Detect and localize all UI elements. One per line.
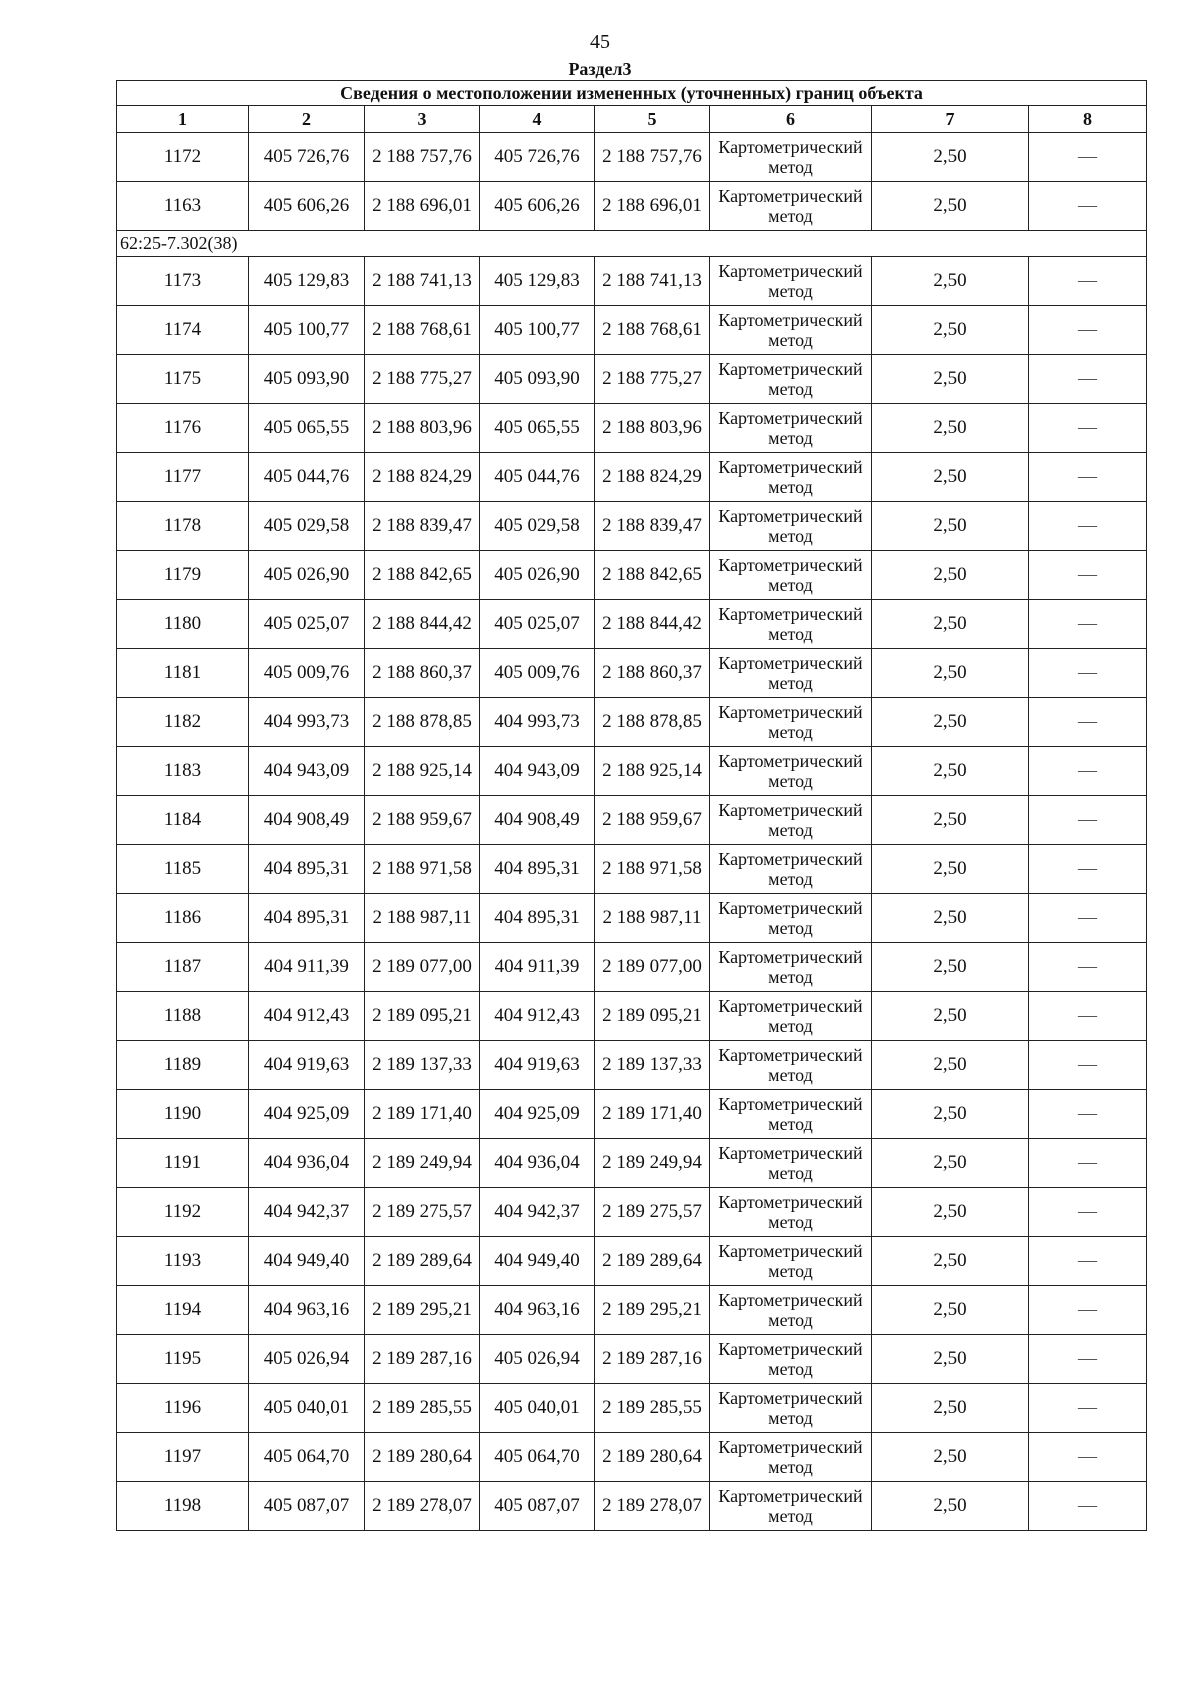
y-new-cell: 2 189 280,64 xyxy=(595,1433,710,1482)
x-old-cell: 404 942,37 xyxy=(249,1188,365,1237)
x-new-cell: 404 943,09 xyxy=(480,747,595,796)
y-new-cell: 2 189 287,16 xyxy=(595,1335,710,1384)
accuracy-cell: 2,50 xyxy=(872,1384,1029,1433)
x-new-cell: 404 908,49 xyxy=(480,796,595,845)
description-cell: — xyxy=(1029,747,1147,796)
y-new-cell: 2 189 275,57 xyxy=(595,1188,710,1237)
y-new-cell: 2 188 839,47 xyxy=(595,502,710,551)
section-title: Раздел3 xyxy=(568,59,632,79)
description-cell: — xyxy=(1029,1139,1147,1188)
method-cell: Картометрический метод xyxy=(710,1286,872,1335)
group-section xyxy=(117,231,1147,257)
table-row xyxy=(117,796,1147,845)
description-cell: — xyxy=(1029,257,1147,306)
description-cell: — xyxy=(1029,845,1147,894)
accuracy-cell: 2,50 xyxy=(872,551,1029,600)
y-old-cell: 2 188 696,01 xyxy=(365,182,480,231)
x-old-cell: 404 912,43 xyxy=(249,992,365,1041)
table-row xyxy=(117,1188,1147,1237)
method-cell: Картометрический метод xyxy=(710,698,872,747)
y-old-cell: 2 189 077,00 xyxy=(365,943,480,992)
description-cell: — xyxy=(1029,502,1147,551)
description-cell: — xyxy=(1029,698,1147,747)
point-number-cell: 1195 xyxy=(117,1335,249,1384)
table-row xyxy=(117,1237,1147,1286)
x-new-cell: 404 993,73 xyxy=(480,698,595,747)
x-new-cell: 405 026,90 xyxy=(480,551,595,600)
description-cell: — xyxy=(1029,133,1147,182)
table-row xyxy=(117,1482,1147,1531)
y-old-cell: 2 188 803,96 xyxy=(365,404,480,453)
method-cell: Картометрический метод xyxy=(710,306,872,355)
description-cell: — xyxy=(1029,355,1147,404)
table-row xyxy=(117,257,1147,306)
column-header: 1 xyxy=(117,106,249,133)
x-new-cell: 404 911,39 xyxy=(480,943,595,992)
x-old-cell: 405 093,90 xyxy=(249,355,365,404)
x-old-cell: 405 064,70 xyxy=(249,1433,365,1482)
accuracy-cell: 2,50 xyxy=(872,133,1029,182)
y-new-cell: 2 188 987,11 xyxy=(595,894,710,943)
y-new-cell: 2 189 095,21 xyxy=(595,992,710,1041)
x-old-cell: 404 963,16 xyxy=(249,1286,365,1335)
method-cell: Картометрический метод xyxy=(710,1237,872,1286)
x-new-cell: 405 726,76 xyxy=(480,133,595,182)
point-number-cell: 1163 xyxy=(117,182,249,231)
x-new-cell: 405 029,58 xyxy=(480,502,595,551)
y-old-cell: 2 189 280,64 xyxy=(365,1433,480,1482)
method-cell: Картометрический метод xyxy=(710,453,872,502)
method-cell: Картометрический метод xyxy=(710,1384,872,1433)
accuracy-cell: 2,50 xyxy=(872,649,1029,698)
y-old-cell: 2 189 278,07 xyxy=(365,1482,480,1531)
x-new-cell: 404 895,31 xyxy=(480,845,595,894)
column-header: 4 xyxy=(480,106,595,133)
table-row xyxy=(117,1041,1147,1090)
y-old-cell: 2 188 741,13 xyxy=(365,257,480,306)
accuracy-cell: 2,50 xyxy=(872,1482,1029,1531)
accuracy-cell: 2,50 xyxy=(872,404,1029,453)
description-cell: — xyxy=(1029,1384,1147,1433)
accuracy-cell: 2,50 xyxy=(872,453,1029,502)
method-cell: Картометрический метод xyxy=(710,894,872,943)
point-number-cell: 1197 xyxy=(117,1433,249,1482)
column-header: 5 xyxy=(595,106,710,133)
table-row xyxy=(117,747,1147,796)
table-row xyxy=(117,502,1147,551)
column-header: 7 xyxy=(872,106,1029,133)
table-row xyxy=(117,698,1147,747)
x-old-cell: 405 009,76 xyxy=(249,649,365,698)
table-row xyxy=(117,355,1147,404)
accuracy-cell: 2,50 xyxy=(872,600,1029,649)
point-number-cell: 1174 xyxy=(117,306,249,355)
x-old-cell: 404 943,09 xyxy=(249,747,365,796)
y-new-cell: 2 189 171,40 xyxy=(595,1090,710,1139)
table-row xyxy=(117,182,1147,231)
x-old-cell: 404 895,31 xyxy=(249,894,365,943)
y-new-cell: 2 189 295,21 xyxy=(595,1286,710,1335)
method-cell: Картометрический метод xyxy=(710,404,872,453)
table-row xyxy=(117,1139,1147,1188)
method-cell: Картометрический метод xyxy=(710,257,872,306)
method-cell: Картометрический метод xyxy=(710,796,872,845)
column-header: 3 xyxy=(365,106,480,133)
y-old-cell: 2 189 285,55 xyxy=(365,1384,480,1433)
accuracy-cell: 2,50 xyxy=(872,257,1029,306)
method-cell: Картометрический метод xyxy=(710,600,872,649)
description-cell: — xyxy=(1029,943,1147,992)
table-row xyxy=(117,845,1147,894)
y-new-cell: 2 189 137,33 xyxy=(595,1041,710,1090)
method-cell: Картометрический метод xyxy=(710,1090,872,1139)
y-new-cell: 2 188 844,42 xyxy=(595,600,710,649)
x-new-cell: 404 936,04 xyxy=(480,1139,595,1188)
y-new-cell: 2 189 278,07 xyxy=(595,1482,710,1531)
x-new-cell: 405 044,76 xyxy=(480,453,595,502)
y-old-cell: 2 188 925,14 xyxy=(365,747,480,796)
table-row xyxy=(117,1090,1147,1139)
x-old-cell: 405 087,07 xyxy=(249,1482,365,1531)
x-old-cell: 404 949,40 xyxy=(249,1237,365,1286)
point-number-cell: 1178 xyxy=(117,502,249,551)
table-row xyxy=(117,551,1147,600)
accuracy-cell: 2,50 xyxy=(872,355,1029,404)
x-new-cell: 405 093,90 xyxy=(480,355,595,404)
x-old-cell: 405 025,07 xyxy=(249,600,365,649)
x-new-cell: 405 040,01 xyxy=(480,1384,595,1433)
method-cell: Картометрический метод xyxy=(710,747,872,796)
description-cell: — xyxy=(1029,182,1147,231)
description-cell: — xyxy=(1029,1090,1147,1139)
accuracy-cell: 2,50 xyxy=(872,1041,1029,1090)
accuracy-cell: 2,50 xyxy=(872,1139,1029,1188)
table-row xyxy=(117,306,1147,355)
accuracy-cell: 2,50 xyxy=(872,1188,1029,1237)
description-cell: — xyxy=(1029,1482,1147,1531)
y-old-cell: 2 188 757,76 xyxy=(365,133,480,182)
x-new-cell: 404 949,40 xyxy=(480,1237,595,1286)
accuracy-cell: 2,50 xyxy=(872,1433,1029,1482)
y-old-cell: 2 188 844,42 xyxy=(365,600,480,649)
method-cell: Картометрический метод xyxy=(710,943,872,992)
description-cell: — xyxy=(1029,551,1147,600)
y-old-cell: 2 188 878,85 xyxy=(365,698,480,747)
table-row xyxy=(117,1384,1147,1433)
y-old-cell: 2 189 275,57 xyxy=(365,1188,480,1237)
point-number-cell: 1190 xyxy=(117,1090,249,1139)
x-old-cell: 404 925,09 xyxy=(249,1090,365,1139)
x-new-cell: 405 026,94 xyxy=(480,1335,595,1384)
description-cell: — xyxy=(1029,1286,1147,1335)
point-number-cell: 1187 xyxy=(117,943,249,992)
table-caption-row xyxy=(117,81,1147,106)
x-new-cell: 405 087,07 xyxy=(480,1482,595,1531)
table-row xyxy=(117,992,1147,1041)
y-old-cell: 2 188 971,58 xyxy=(365,845,480,894)
x-old-cell: 404 911,39 xyxy=(249,943,365,992)
column-header: 6 xyxy=(710,106,872,133)
x-new-cell: 405 025,07 xyxy=(480,600,595,649)
point-number-cell: 1198 xyxy=(117,1482,249,1531)
x-old-cell: 405 065,55 xyxy=(249,404,365,453)
table-row xyxy=(117,404,1147,453)
x-new-cell: 404 912,43 xyxy=(480,992,595,1041)
method-cell: Картометрический метод xyxy=(710,1041,872,1090)
point-number-cell: 1183 xyxy=(117,747,249,796)
y-new-cell: 2 188 971,58 xyxy=(595,845,710,894)
y-old-cell: 2 189 137,33 xyxy=(365,1041,480,1090)
description-cell: — xyxy=(1029,649,1147,698)
description-cell: — xyxy=(1029,1335,1147,1384)
x-new-cell: 405 100,77 xyxy=(480,306,595,355)
description-cell: — xyxy=(1029,600,1147,649)
y-new-cell: 2 188 842,65 xyxy=(595,551,710,600)
method-cell: Картометрический метод xyxy=(710,649,872,698)
method-cell: Картометрический метод xyxy=(710,133,872,182)
group-label-row xyxy=(117,231,1147,257)
point-number-cell: 1179 xyxy=(117,551,249,600)
method-cell: Картометрический метод xyxy=(710,355,872,404)
x-old-cell: 404 919,63 xyxy=(249,1041,365,1090)
table-row xyxy=(117,1286,1147,1335)
table-row xyxy=(117,133,1147,182)
table-row xyxy=(117,600,1147,649)
x-old-cell: 405 726,76 xyxy=(249,133,365,182)
y-new-cell: 2 188 878,85 xyxy=(595,698,710,747)
y-new-cell: 2 188 696,01 xyxy=(595,182,710,231)
x-old-cell: 405 026,90 xyxy=(249,551,365,600)
point-number-cell: 1181 xyxy=(117,649,249,698)
point-number-cell: 1186 xyxy=(117,894,249,943)
description-cell: — xyxy=(1029,796,1147,845)
y-new-cell: 2 188 803,96 xyxy=(595,404,710,453)
description-cell: — xyxy=(1029,453,1147,502)
point-number-cell: 1188 xyxy=(117,992,249,1041)
x-new-cell: 404 919,63 xyxy=(480,1041,595,1090)
x-old-cell: 405 129,83 xyxy=(249,257,365,306)
point-number-cell: 1192 xyxy=(117,1188,249,1237)
y-old-cell: 2 188 775,27 xyxy=(365,355,480,404)
page-number: 45 xyxy=(590,31,610,53)
description-cell: — xyxy=(1029,1041,1147,1090)
rows-after-group xyxy=(117,257,1147,1531)
point-number-cell: 1173 xyxy=(117,257,249,306)
column-header-row xyxy=(117,106,1147,133)
method-cell: Картометрический метод xyxy=(710,1482,872,1531)
method-cell: Картометрический метод xyxy=(710,1188,872,1237)
accuracy-cell: 2,50 xyxy=(872,1090,1029,1139)
y-old-cell: 2 188 768,61 xyxy=(365,306,480,355)
table-row xyxy=(117,894,1147,943)
y-new-cell: 2 188 925,14 xyxy=(595,747,710,796)
point-number-cell: 1189 xyxy=(117,1041,249,1090)
accuracy-cell: 2,50 xyxy=(872,894,1029,943)
x-new-cell: 405 129,83 xyxy=(480,257,595,306)
description-cell: — xyxy=(1029,404,1147,453)
y-new-cell: 2 188 860,37 xyxy=(595,649,710,698)
x-old-cell: 404 993,73 xyxy=(249,698,365,747)
table-row xyxy=(117,453,1147,502)
y-old-cell: 2 189 287,16 xyxy=(365,1335,480,1384)
x-new-cell: 405 065,55 xyxy=(480,404,595,453)
table-row xyxy=(117,943,1147,992)
point-number-cell: 1175 xyxy=(117,355,249,404)
accuracy-cell: 2,50 xyxy=(872,1237,1029,1286)
column-header: 2 xyxy=(249,106,365,133)
y-new-cell: 2 189 249,94 xyxy=(595,1139,710,1188)
accuracy-cell: 2,50 xyxy=(872,502,1029,551)
y-old-cell: 2 188 860,37 xyxy=(365,649,480,698)
x-old-cell: 405 029,58 xyxy=(249,502,365,551)
x-new-cell: 405 064,70 xyxy=(480,1433,595,1482)
method-cell: Картометрический метод xyxy=(710,992,872,1041)
point-number-cell: 1172 xyxy=(117,133,249,182)
y-old-cell: 2 188 839,47 xyxy=(365,502,480,551)
x-new-cell: 405 606,26 xyxy=(480,182,595,231)
y-old-cell: 2 189 295,21 xyxy=(365,1286,480,1335)
method-cell: Картометрический метод xyxy=(710,502,872,551)
point-number-cell: 1177 xyxy=(117,453,249,502)
x-new-cell: 405 009,76 xyxy=(480,649,595,698)
table-row xyxy=(117,1335,1147,1384)
accuracy-cell: 2,50 xyxy=(872,306,1029,355)
x-old-cell: 405 040,01 xyxy=(249,1384,365,1433)
y-new-cell: 2 189 289,64 xyxy=(595,1237,710,1286)
point-number-cell: 1191 xyxy=(117,1139,249,1188)
accuracy-cell: 2,50 xyxy=(872,943,1029,992)
point-number-cell: 1193 xyxy=(117,1237,249,1286)
table-row xyxy=(117,1433,1147,1482)
y-old-cell: 2 188 987,11 xyxy=(365,894,480,943)
y-old-cell: 2 189 095,21 xyxy=(365,992,480,1041)
y-old-cell: 2 188 824,29 xyxy=(365,453,480,502)
x-new-cell: 404 895,31 xyxy=(480,894,595,943)
rows-before-group xyxy=(117,133,1147,231)
description-cell: — xyxy=(1029,894,1147,943)
y-old-cell: 2 189 249,94 xyxy=(365,1139,480,1188)
accuracy-cell: 2,50 xyxy=(872,182,1029,231)
y-new-cell: 2 188 741,13 xyxy=(595,257,710,306)
y-old-cell: 2 189 289,64 xyxy=(365,1237,480,1286)
point-number-cell: 1196 xyxy=(117,1384,249,1433)
y-old-cell: 2 189 171,40 xyxy=(365,1090,480,1139)
description-cell: — xyxy=(1029,1433,1147,1482)
accuracy-cell: 2,50 xyxy=(872,698,1029,747)
x-old-cell: 404 908,49 xyxy=(249,796,365,845)
accuracy-cell: 2,50 xyxy=(872,747,1029,796)
method-cell: Картометрический метод xyxy=(710,551,872,600)
y-new-cell: 2 188 757,76 xyxy=(595,133,710,182)
x-old-cell: 405 100,77 xyxy=(249,306,365,355)
point-number-cell: 1184 xyxy=(117,796,249,845)
table-row xyxy=(117,649,1147,698)
method-cell: Картометрический метод xyxy=(710,1433,872,1482)
table-caption: Сведения о местоположении измененных (уточненных) границ объекта xyxy=(117,81,1147,106)
y-new-cell: 2 189 285,55 xyxy=(595,1384,710,1433)
y-new-cell: 2 188 768,61 xyxy=(595,306,710,355)
y-new-cell: 2 188 959,67 xyxy=(595,796,710,845)
description-cell: — xyxy=(1029,1237,1147,1286)
point-number-cell: 1185 xyxy=(117,845,249,894)
x-new-cell: 404 942,37 xyxy=(480,1188,595,1237)
x-old-cell: 405 606,26 xyxy=(249,182,365,231)
y-old-cell: 2 188 842,65 xyxy=(365,551,480,600)
x-new-cell: 404 925,09 xyxy=(480,1090,595,1139)
x-old-cell: 405 026,94 xyxy=(249,1335,365,1384)
method-cell: Картометрический метод xyxy=(710,845,872,894)
y-new-cell: 2 188 824,29 xyxy=(595,453,710,502)
method-cell: Картометрический метод xyxy=(710,1335,872,1384)
group-label: 62:25-7.302(38) xyxy=(117,231,1147,257)
point-number-cell: 1180 xyxy=(117,600,249,649)
description-cell: — xyxy=(1029,1188,1147,1237)
accuracy-cell: 2,50 xyxy=(872,1286,1029,1335)
x-old-cell: 405 044,76 xyxy=(249,453,365,502)
accuracy-cell: 2,50 xyxy=(872,845,1029,894)
x-new-cell: 404 963,16 xyxy=(480,1286,595,1335)
accuracy-cell: 2,50 xyxy=(872,796,1029,845)
point-number-cell: 1182 xyxy=(117,698,249,747)
column-header: 8 xyxy=(1029,106,1147,133)
description-cell: — xyxy=(1029,306,1147,355)
x-old-cell: 404 936,04 xyxy=(249,1139,365,1188)
point-number-cell: 1194 xyxy=(117,1286,249,1335)
y-old-cell: 2 188 959,67 xyxy=(365,796,480,845)
description-cell: — xyxy=(1029,992,1147,1041)
accuracy-cell: 2,50 xyxy=(872,992,1029,1041)
coordinates-table xyxy=(116,80,1147,1531)
y-new-cell: 2 188 775,27 xyxy=(595,355,710,404)
x-old-cell: 404 895,31 xyxy=(249,845,365,894)
y-new-cell: 2 189 077,00 xyxy=(595,943,710,992)
accuracy-cell: 2,50 xyxy=(872,1335,1029,1384)
method-cell: Картометрический метод xyxy=(710,1139,872,1188)
point-number-cell: 1176 xyxy=(117,404,249,453)
method-cell: Картометрический метод xyxy=(710,182,872,231)
